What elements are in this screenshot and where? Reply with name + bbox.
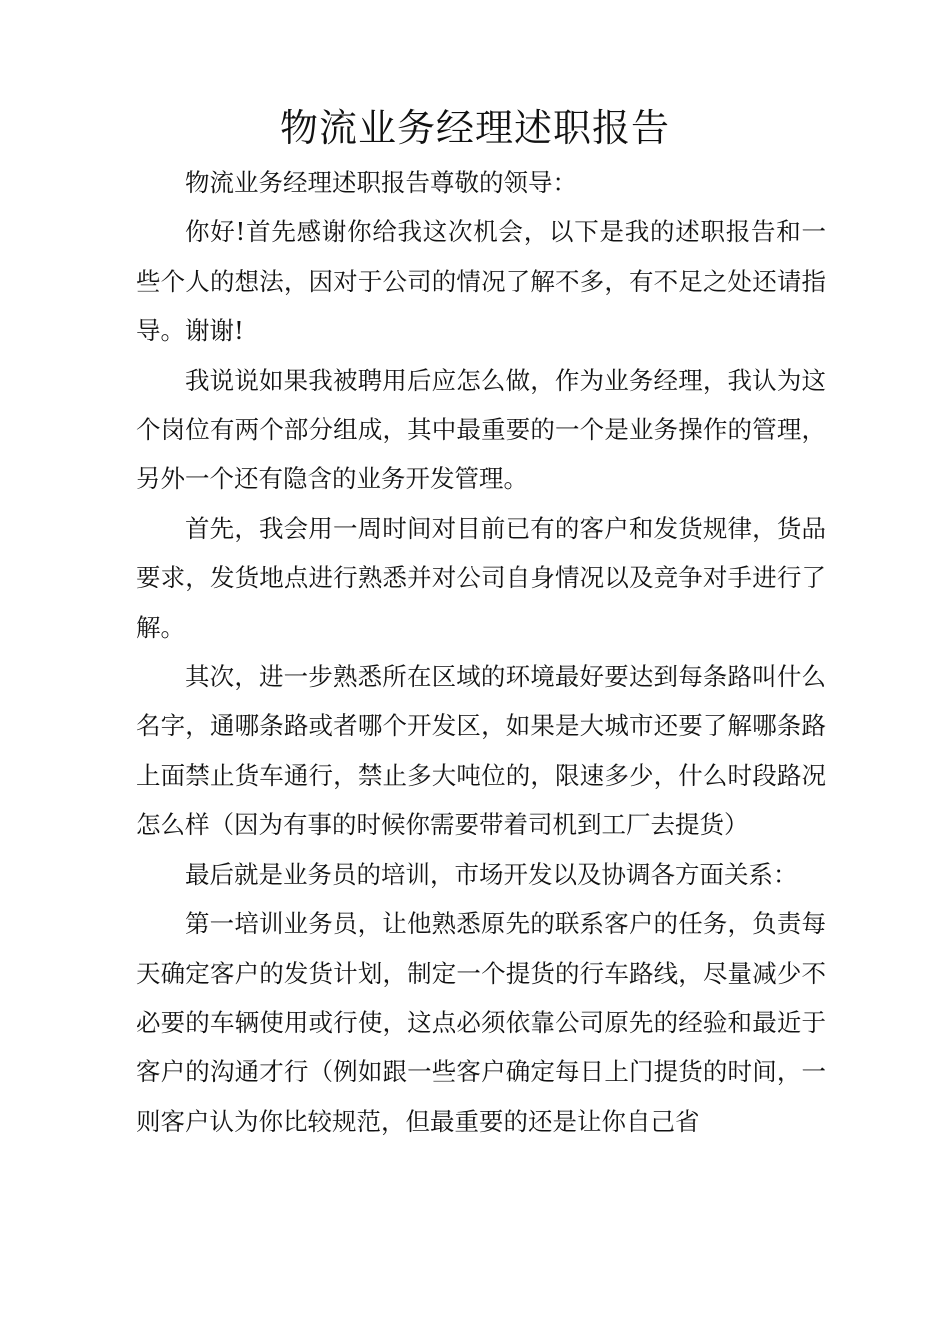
- paragraph-second: 其次，进一步熟悉所在区域的环境最好要达到每条路叫什么名字，通哪条路或者哪个开发区，如果是大城市还要了解哪条路上面禁止货车通行，禁止多大吨位的，限速多少，什么时段路况怎么样（因为有事的时候你需要带着司机到工厂去提货）: [136, 662, 826, 840]
- paragraph-training: 第一培训业务员，让他熟悉原先的联系客户的任务，负责每天确定客户的发货计划，制定一个提货的行车路线，尽量减少不必要的车辆使用或行使，这点必须依靠公司原先的经验和最近于客户的沟通才行（例如跟一些客户确定每日上门提货的时间，一则客户认为你比较规范，但最重要的还是让你自己省: [136, 909, 826, 1136]
- paragraph-finally: 最后就是业务员的培训，市场开发以及协调各方面关系：: [185, 859, 798, 889]
- paragraph-first: 首先，我会用一周时间对目前已有的客户和发货规律，货品要求，发货地点进行熟悉并对公司自身情况以及竞争对手进行了解。: [136, 513, 826, 642]
- document-body: [136, 158, 826, 1146]
- paragraph-thanks: 你好!首先感谢你给我这次机会，以下是我的述职报告和一些个人的想法，因对于公司的情况了解不多，有不足之处还请指导。谢谢!: [136, 217, 826, 346]
- document-title: 物流业务经理述职报告: [279, 106, 670, 150]
- paragraph-role: 我说说如果我被聘用后应怎么做，作为业务经理，我认为这个岗位有两个部分组成，其中最重要的一个是业务操作的管理，另外一个还有隐含的业务开发管理。: [136, 365, 826, 494]
- paragraph-greeting: 物流业务经理述职报告尊敬的领导：: [185, 168, 577, 197]
